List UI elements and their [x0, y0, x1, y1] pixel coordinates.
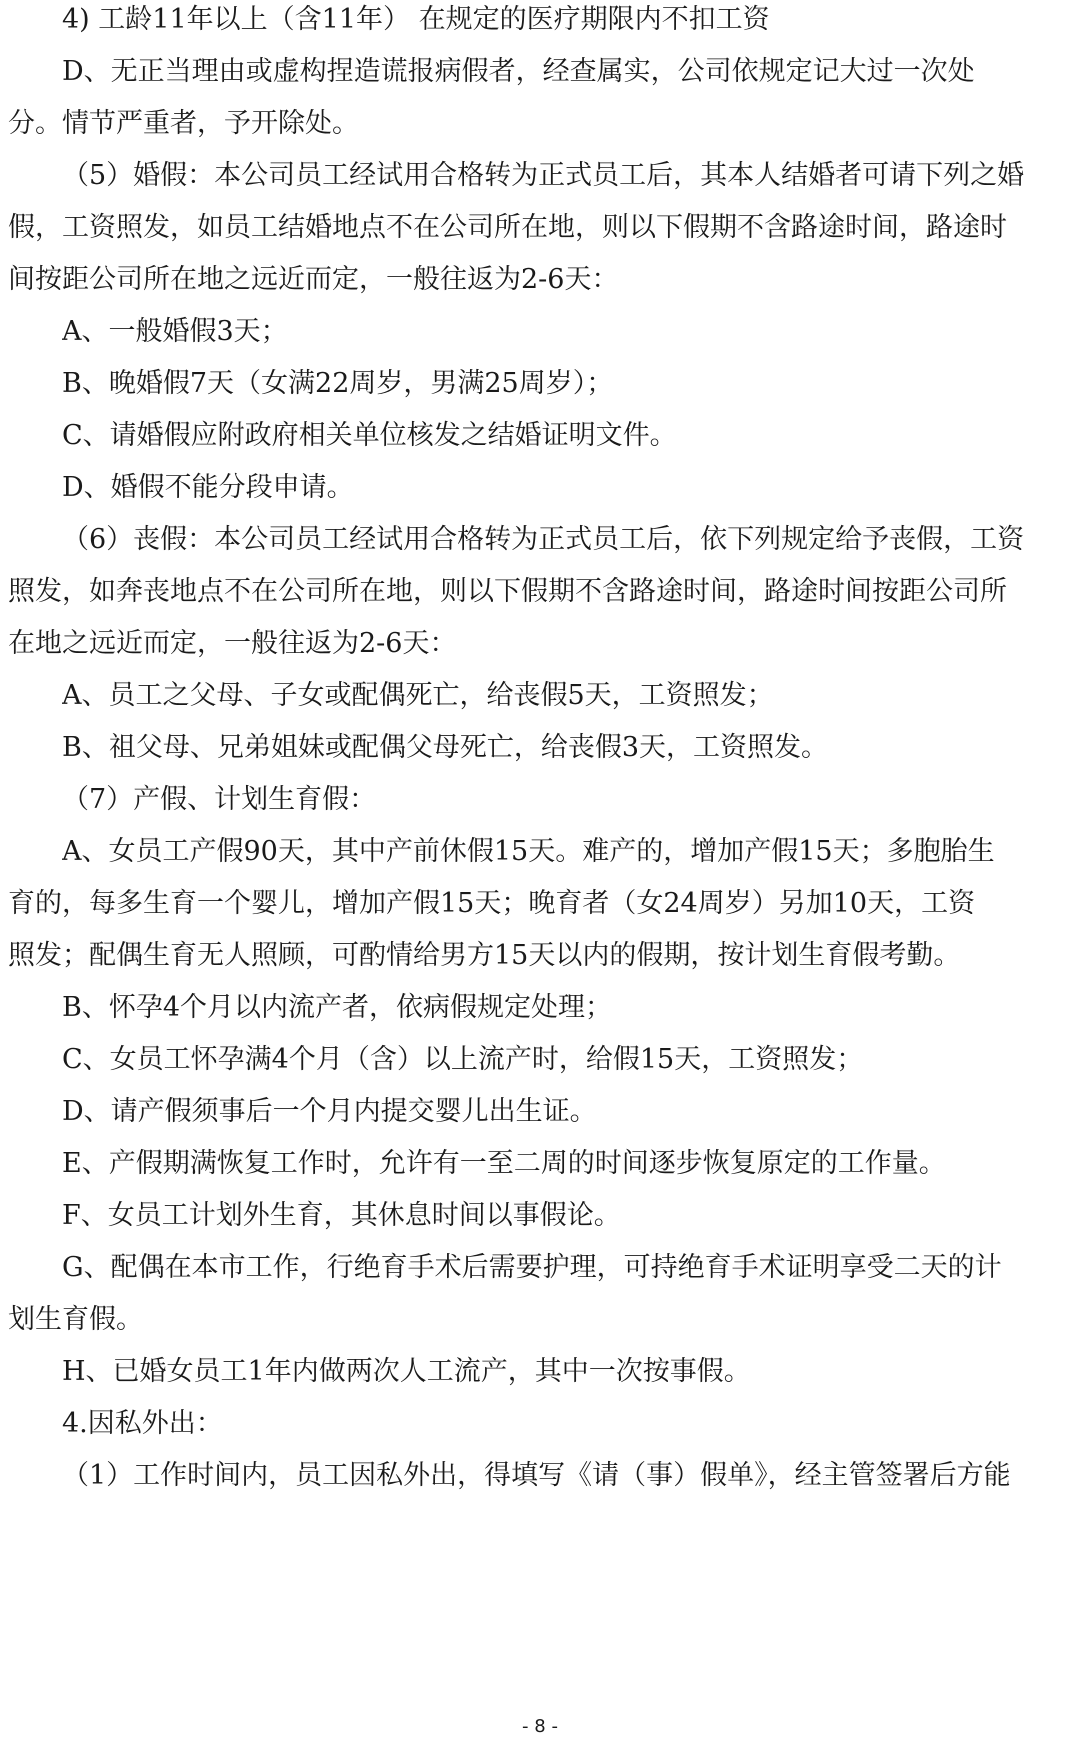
text-line: A、一般婚假3天； — [62, 316, 288, 347]
text-line: （6）丧假：本公司员工经试用合格转为正式员工后，依下列规定给予丧假，工资 — [62, 524, 1025, 555]
text-line: （1）工作时间内，员工因私外出，得填写《请（事）假单》，经主管签署后方能 — [62, 1460, 1011, 1491]
page-number: - 8 - — [522, 1716, 558, 1737]
text-line: 假，工资照发，如员工结婚地点不在公司所在地，则以下假期不含路途时间，路途时 — [8, 212, 1007, 243]
text-line: 育的，每多生育一个婴儿，增加产假15天；晚育者（女24周岁）另加10天，工资 — [8, 888, 976, 919]
text-line: 划生育假。 — [8, 1304, 143, 1335]
text-line: D、婚假不能分段申请。 — [62, 472, 354, 503]
text-line: 照发，如奔丧地点不在公司所在地，则以下假期不含路途时间，路途时间按距公司所 — [8, 576, 1007, 607]
text-line: D、无正当理由或虚构捏造谎报病假者，经查属实，公司依规定记大过一次处 — [62, 56, 975, 87]
text-line: D、请产假须事后一个月内提交婴儿出生证。 — [62, 1096, 597, 1127]
text-line: 4.因私外出： — [62, 1408, 223, 1439]
text-line: 4) 工龄11年以上（含11年） 在规定的医疗期限内不扣工资 — [62, 4, 770, 35]
text-line: E、产假期满恢复工作时，允许有一至二周的时间逐步恢复原定的工作量。 — [62, 1148, 946, 1179]
text-line: 间按距公司所在地之远近而定，一般往返为2-6天： — [8, 264, 619, 295]
text-line: 在地之远近而定，一般往返为2-6天： — [8, 628, 457, 659]
text-line: B、祖父母、兄弟姐妹或配偶父母死亡，给丧假3天，工资照发。 — [62, 732, 829, 763]
text-line: C、女员工怀孕满4个月（含）以上流产时，给假15天，工资照发； — [62, 1044, 864, 1075]
text-line: A、女员工产假90天，其中产前休假15天。难产的，增加产假15天；多胞胎生 — [62, 836, 995, 867]
text-line: （5）婚假：本公司员工经试用合格转为正式员工后，其本人结婚者可请下列之婚 — [62, 160, 1025, 191]
text-line: B、晚婚假7天（女满22周岁，男满25周岁）； — [62, 368, 614, 399]
text-line: G、配偶在本市工作，行绝育手术后需要护理，可持绝育手术证明享受二天的计 — [62, 1252, 1002, 1283]
text-line: A、员工之父母、子女或配偶死亡，给丧假5天，工资照发； — [62, 680, 774, 711]
text-line: 照发；配偶生育无人照顾，可酌情给男方15天以内的假期，按计划生育假考勤。 — [8, 940, 961, 971]
text-line: （7）产假、计划生育假： — [62, 784, 377, 815]
text-line: H、已婚女员工1年内做两次人工流产，其中一次按事假。 — [62, 1356, 751, 1387]
text-line: C、请婚假应附政府相关单位核发之结婚证明文件。 — [62, 420, 677, 451]
text-line: 分。情节严重者，予开除处。 — [8, 108, 359, 139]
text-line: F、女员工计划外生育，其休息时间以事假论。 — [62, 1200, 621, 1231]
text-line: B、怀孕4个月以内流产者，依病假规定处理； — [62, 992, 613, 1023]
